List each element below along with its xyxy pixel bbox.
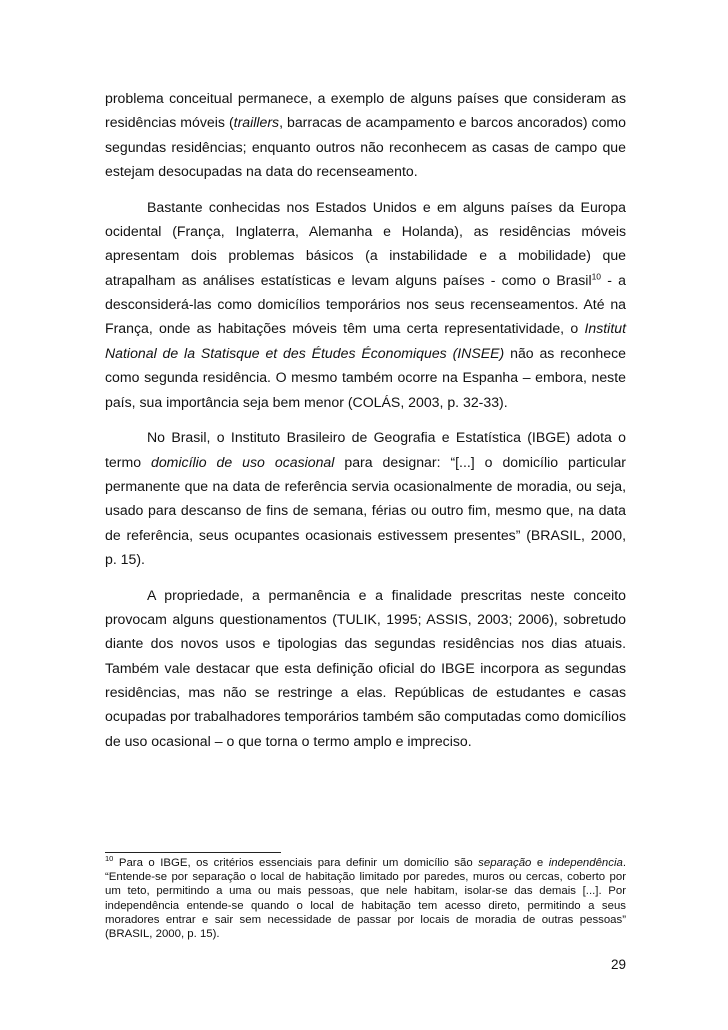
italic-term: domicílio de uso ocasional — [150, 453, 335, 470]
page-number: 29 — [610, 957, 626, 972]
text-run: e — [531, 857, 549, 869]
paragraph-gap — [105, 183, 626, 194]
italic-term: independência — [548, 857, 623, 869]
text-run: problema conceitual permanece, a exemplo de alguns países que consideram as residências móveis ( — [105, 90, 626, 131]
text-run: Para o IBGE, os critérios essenciais para definir um domicílio são — [113, 857, 479, 869]
paragraph — [105, 425, 626, 571]
text-run: , barracas de acampamento e barcos ancorados) como segundas residências; enquanto outros não reconhecem as casas de campo que estejam desocupadas na data do recenseamento. — [105, 114, 626, 180]
text-run: para designar: “[...] o domicílio particular permanente que na data de referência servia ocasionalmente de moradia, ou seja, usado para descanso de fins de semana, férias ou outro fim, mesmo que, na data de referência, seus ocupantes ocasionais estivessem presentes” (BRASIL, 2000, p. 15). — [105, 453, 626, 567]
paragraph-gap — [105, 414, 626, 425]
text-run: - a desconsiderá-las como domicílios temporários nos seus recenseamentos. Até na França, onde as habitações móveis têm uma certa representatividade, o — [105, 271, 626, 337]
text-run: não as reconhece como segunda residência. O mesmo também ocorre na Espanha – embora, neste país, sua importância seja bem menor (COLÁS, 2003, p. 32-33). — [105, 344, 626, 410]
footnote-separator — [105, 852, 281, 853]
paragraph-gap — [105, 571, 626, 582]
italic-term: Institut National de la Statisque et des Études Économiques (INSEE) — [105, 320, 626, 361]
footnote-reference[interactable]: 10 — [591, 271, 602, 282]
italic-term: traillers — [233, 114, 280, 131]
italic-term: separação — [478, 857, 532, 869]
footnote — [105, 856, 626, 941]
text-run: . “Entende-se por separação o local de habitação limitado por paredes, muros ou cercas, coberto por um teto, permitindo a uma ou mais pessoas, que nele habitam, isolar-se das demais [...]. Por independência entende-se quando o local de habitação tem acesso direto, permitindo a seus moradores entrar e sair sem necessidade de passar por locais de moradia de outras pessoas” (BRASIL, 2000, p. 15). — [105, 857, 626, 941]
text-run: No Brasil, o Instituto Brasileiro de Geografia e Estatística (IBGE) adota o termo — [105, 429, 626, 470]
body-text — [105, 86, 626, 753]
paragraph — [105, 195, 626, 414]
text-run: A propriedade, a permanência e a finalidade prescritas neste conceito provocam alguns questionamentos (TULIK, 1995; ASSIS, 2003; 2006), sobretudo diante dos novos usos e tipologias das segundas residências nos dias atuais. Também vale destacar que esta definição oficial do IBGE incorpora as segundas residências, mas não se restringe a elas. Repúblicas de estudantes e casas ocupadas por trabalhadores temporários também são computadas como domicílios de uso ocasional – o que torna o termo amplo e impreciso. — [105, 586, 626, 749]
paragraph — [105, 86, 626, 183]
paragraph — [105, 583, 626, 753]
footnote-marker: 10 — [105, 854, 114, 864]
text-run: Bastante conhecidas nos Estados Unidos e em alguns países da Europa ocidental (França, Inglaterra, Alemanha e Holanda), as residências móveis apresentam dois problemas básicos (a instabilidade e a mobilidade) que atrapalham as análises estatísticas e levam alguns países - como o Brasil — [105, 198, 626, 288]
